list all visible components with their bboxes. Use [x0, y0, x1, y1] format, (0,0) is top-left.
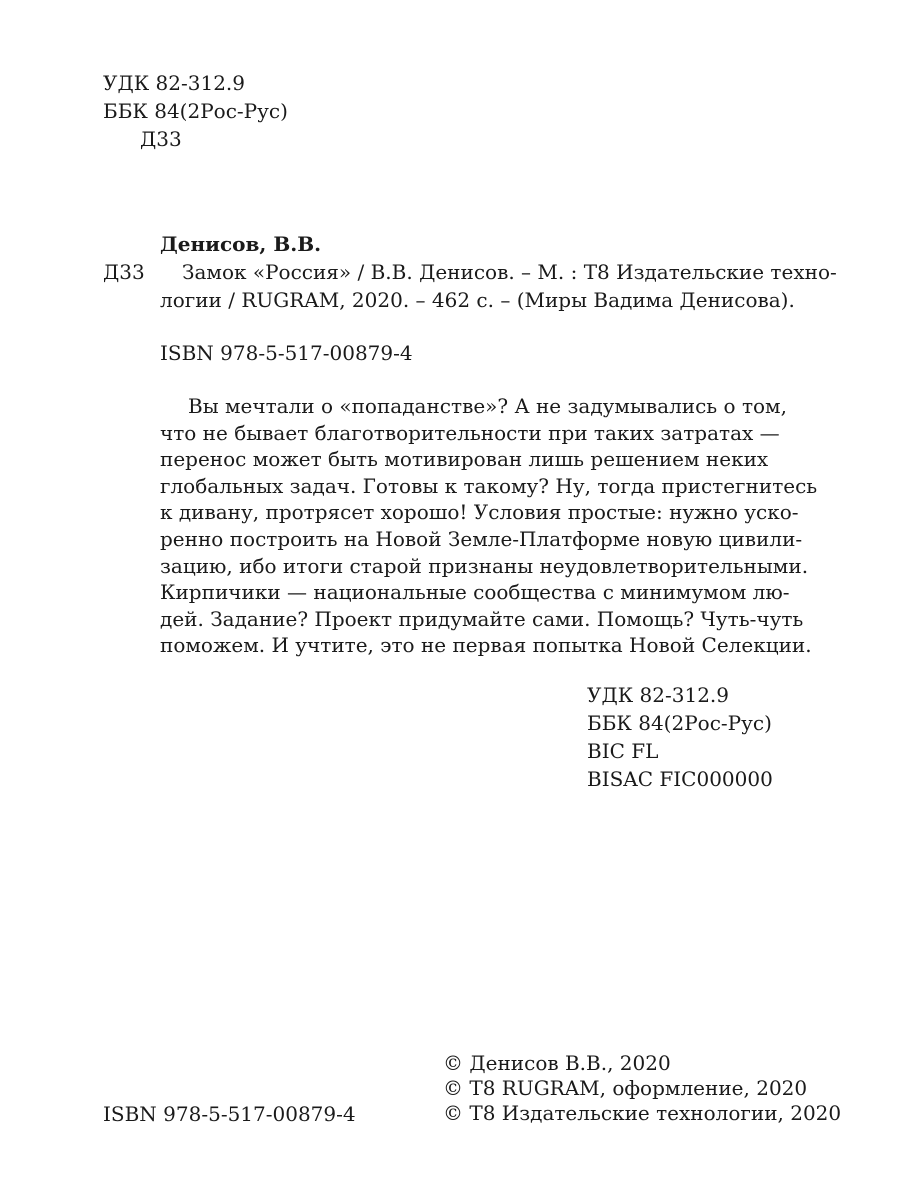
- annotation-paragraph: [160, 393, 818, 659]
- annotation-line: перенос может быть мотивирован лишь решением неких: [160, 447, 769, 472]
- isbn-footer: ISBN 978-5-517-00879-4: [103, 1102, 356, 1126]
- copyright-block: [443, 1051, 841, 1126]
- author-mark-record: Д33: [103, 260, 145, 284]
- copyright-design: © Т8 RUGRAM, оформление, 2020: [443, 1076, 808, 1100]
- bbk-code-right: ББК 84(2Рос-Рус): [587, 711, 772, 735]
- annotation-line: Кирпичики — национальные сообщества с минимумом лю-: [160, 580, 790, 605]
- bisac-code: BISAC FIC000000: [587, 767, 773, 791]
- copyright-publisher: © Т8 Издательские технологии, 2020: [443, 1101, 842, 1125]
- annotation-line: Вы мечтали о «попаданстве»? А не задумывались о том,: [188, 394, 787, 418]
- bic-code: BIC FL: [587, 739, 659, 763]
- author-mark-top: Д33: [140, 127, 182, 151]
- annotation-line: к дивану, протрясет хорошо! Условия простые: нужно уско-: [160, 500, 799, 525]
- annotation-line: глобальных задач. Готовы к такому? Ну, тогда пристегнитесь: [160, 473, 818, 498]
- annotation-line: зацию, ибо итоги старой признаны неудовлетворительными.: [160, 553, 809, 578]
- bibliographic-description-line-2: логии / RUGRAM, 2020. – 462 с. – (Миры Вадима Денисова).: [160, 288, 795, 312]
- udk-code-top: УДК 82-312.9: [103, 71, 246, 95]
- bbk-code-top: ББК 84(2Рос-Рус): [103, 99, 288, 123]
- annotation-line: ренно построить на Новой Земле-Платформе новую цивили-: [160, 526, 803, 551]
- annotation-line: что не бывает благотворительности при таких затратах —: [160, 420, 780, 445]
- annotation-line: дей. Задание? Проект придумайте сами. Помощь? Чуть-чуть: [160, 606, 804, 631]
- isbn-record: ISBN 978-5-517-00879-4: [160, 341, 413, 365]
- copyright-author: © Денисов В.В., 2020: [443, 1051, 671, 1075]
- author-name: Денисов, В.В.: [160, 232, 322, 256]
- udk-code-right: УДК 82-312.9: [587, 683, 730, 707]
- classification-block-right: [587, 681, 773, 793]
- annotation-line: поможем. И учтите, это не первая попытка Новой Селекции.: [160, 633, 812, 658]
- bibliographic-description-line-1: Замок «Россия» / В.В. Денисов. – М. : Т8 Издательские техно-: [182, 260, 837, 284]
